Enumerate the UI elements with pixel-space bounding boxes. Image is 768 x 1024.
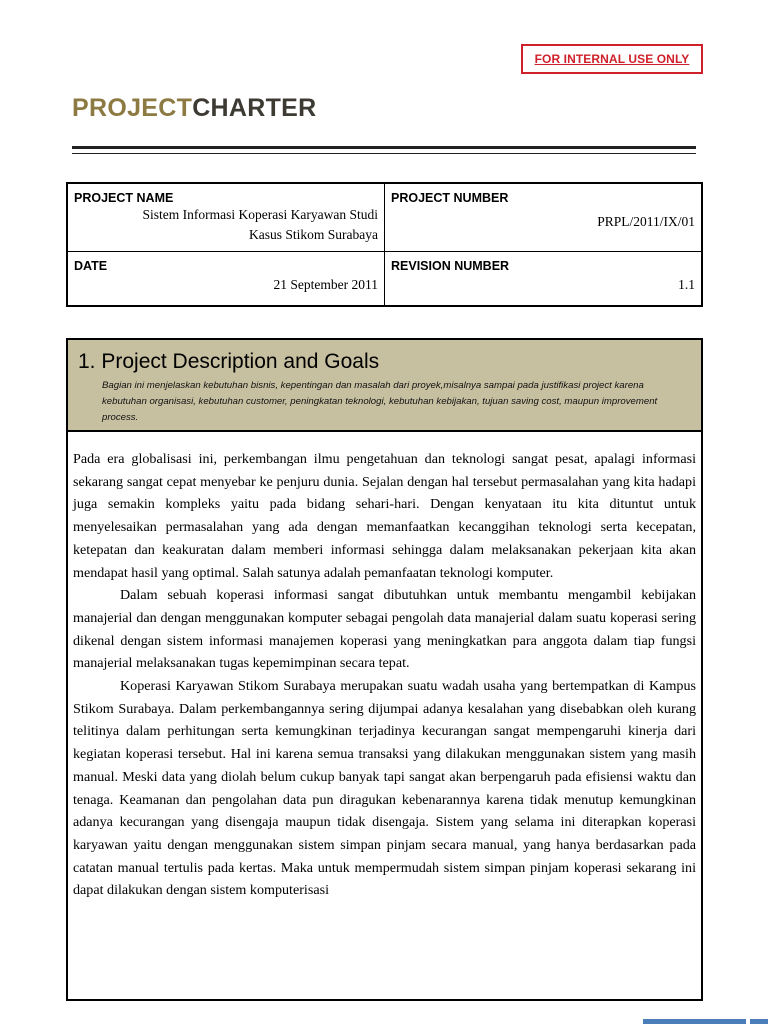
- project-name-value: [74, 205, 378, 245]
- date-label: DATE: [74, 259, 108, 273]
- project-number-value: PRPL/2011/IX/01: [597, 214, 695, 229]
- project-name-line1: Sistem Informasi Koperasi Karyawan Studi: [142, 207, 378, 222]
- date-value: 21 September 2011: [273, 277, 378, 292]
- title-part-project: PROJECT: [72, 94, 193, 122]
- revision-number-value: 1.1: [678, 277, 695, 292]
- project-name-label: PROJECT NAME: [74, 191, 174, 205]
- date-cell: [67, 252, 385, 307]
- project-name-line2: Kasus Stikom Surabaya: [249, 227, 378, 242]
- footer-accent-bar: [643, 1019, 746, 1024]
- title-part-charter: CHARTER: [192, 94, 317, 122]
- project-number-label: PROJECT NUMBER: [391, 191, 509, 205]
- section-header: [68, 340, 701, 432]
- revision-number-label: REVISION NUMBER: [391, 259, 510, 273]
- project-info-table: [66, 182, 703, 307]
- section-title: 1. Project Description and Goals: [78, 350, 380, 373]
- body-paragraph-1: Pada era globalisasi ini, perkembangan ilmu pengetahuan dan teknologi sangat pesat, apalagi informasi sekarang sangat cepat menyebar ke penjuru dunia. Sejalan dengan hal tersebut permasalahan yang kita hadapi juga semakin kompleks yaitu pada bidang sehari-hari. Dengan kenyataan itu kita dituntut untuk menyelesaikan permasalahan yang ada dengan memanfaatkan kecanggihan teknologi serta kecepatan, ketepatan dan keakuratan dalam memberi informasi sehingga dalam melaksanakan pekerjaan kita akan mendapat hasil yang optimal. Salah satunya adalah pemanfaatan teknologi komputer.: [73, 451, 696, 581]
- section-description: Bagian ini menjelaskan kebutuhan bisnis, kepentingan dan masalah dari proyek,misalnya sampai pada justifikasi project karena kebutuhan organisasi, kebutuhan customer, peningkatan teknologi, kebutuhan kebijakan, tujuan saving cost, maupun improvement process.: [102, 380, 658, 423]
- section-body: [68, 432, 701, 902]
- title-divider-thin: [72, 153, 696, 154]
- title-divider-thick: [72, 146, 696, 149]
- page-title: [72, 94, 317, 123]
- body-paragraph-2: Dalam sebuah koperasi informasi sangat dibutuhkan untuk membantu mengambil kebijakan manajerial dan dengan menggunakan komputer sebagai pengolah data manajerial dalam suatu koperasi sering dikenal dengan sistem informasi manajemen koperasi yang meningkatkan para anggota dalam tiap fungsi manajerial melaksanakan tugas kepemimpinan secara tepat.: [73, 587, 696, 672]
- revision-cell: [385, 252, 703, 307]
- footer-accent-bar-small: [750, 1019, 768, 1024]
- project-name-cell: [67, 183, 385, 252]
- internal-use-stamp: FOR INTERNAL USE ONLY: [521, 44, 703, 74]
- section-project-description: [66, 338, 703, 1001]
- body-paragraph-3: Koperasi Karyawan Stikom Surabaya merupakan suatu wadah usaha yang bertempatkan di Kampus Stikom Surabaya. Dalam perkembangannya sering dijumpai adanya kesalahan yang disebabkan oleh kurang telitinya dalam perhitungan serta kemungkinan terjadinya kecurangan sangat mempengaruhi kinerja dari kegiatan koperasi tersebut. Hal ini karena semua transaksi yang dilakukan menggunakan sistem yang masih manual. Meski data yang diolah belum cukup banyak tapi sangat akan berpengaruh pada efisiensi waktu dan tenaga. Keamanan dan pengolahan data pun diragukan kebenarannya karena tidak menutup kemungkinan adanya kecurangan yang disengaja maupun tidak disengaja. Sistem yang selama ini diterapkan koperasi karyawan yaitu dengan menggunakan sistem simpan pinjam secara manual, yang hanya berdasarkan pada catatan manual tertulis pada kertas. Maka untuk mempermudah sistem simpan pinjam koperasi sekarang ini dapat dilakukan dengan sistem komputerisasi: [73, 678, 696, 899]
- project-number-cell: [385, 183, 703, 252]
